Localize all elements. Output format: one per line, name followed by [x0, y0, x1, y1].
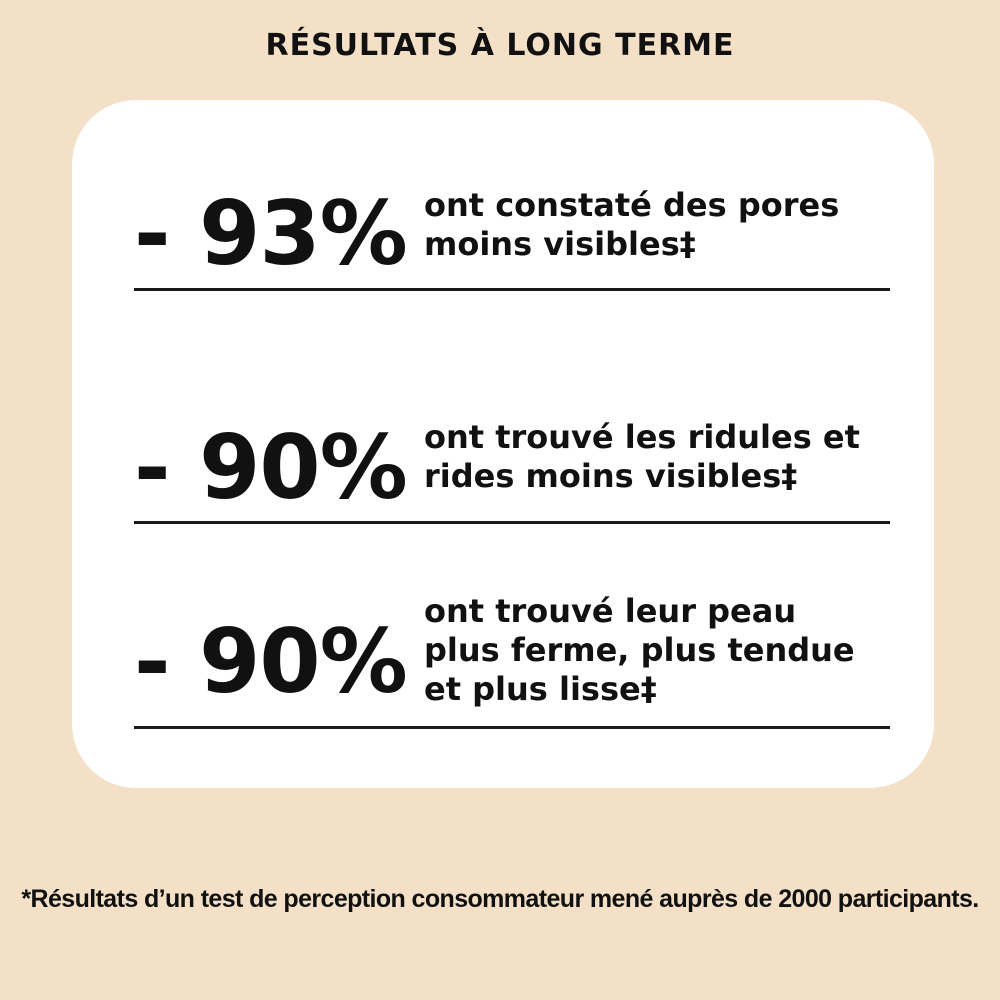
divider	[134, 726, 890, 729]
stat-description-line: ont trouvé les ridules et	[424, 418, 860, 456]
divider	[134, 288, 890, 291]
footnote: *Résultats d’un test de perception consommateur mené auprès de 2000 participants.	[21, 885, 979, 913]
stat-percentage: - 93%	[134, 182, 407, 285]
stat-description	[424, 592, 894, 709]
stat-description	[424, 186, 894, 264]
stat-item	[134, 412, 890, 527]
stat-description	[424, 418, 894, 496]
stat-description-line: ont trouvé leur peau	[424, 592, 797, 630]
stat-percentage: - 90%	[134, 610, 407, 713]
stat-description-line: et plus lisse‡	[424, 670, 657, 708]
stat-percentage: - 90%	[134, 416, 407, 519]
stat-item	[134, 178, 890, 293]
stat-description-line: ont constaté des pores	[424, 186, 840, 224]
divider	[134, 521, 890, 524]
stat-description-line: plus ferme, plus tendue	[424, 631, 855, 669]
stat-item	[134, 592, 890, 732]
page-title: RÉSULTATS À LONG TERME	[265, 28, 735, 63]
stat-description-line: moins visibles‡	[424, 225, 696, 263]
stat-description-line: rides moins visibles‡	[424, 457, 798, 495]
results-card	[72, 100, 934, 788]
